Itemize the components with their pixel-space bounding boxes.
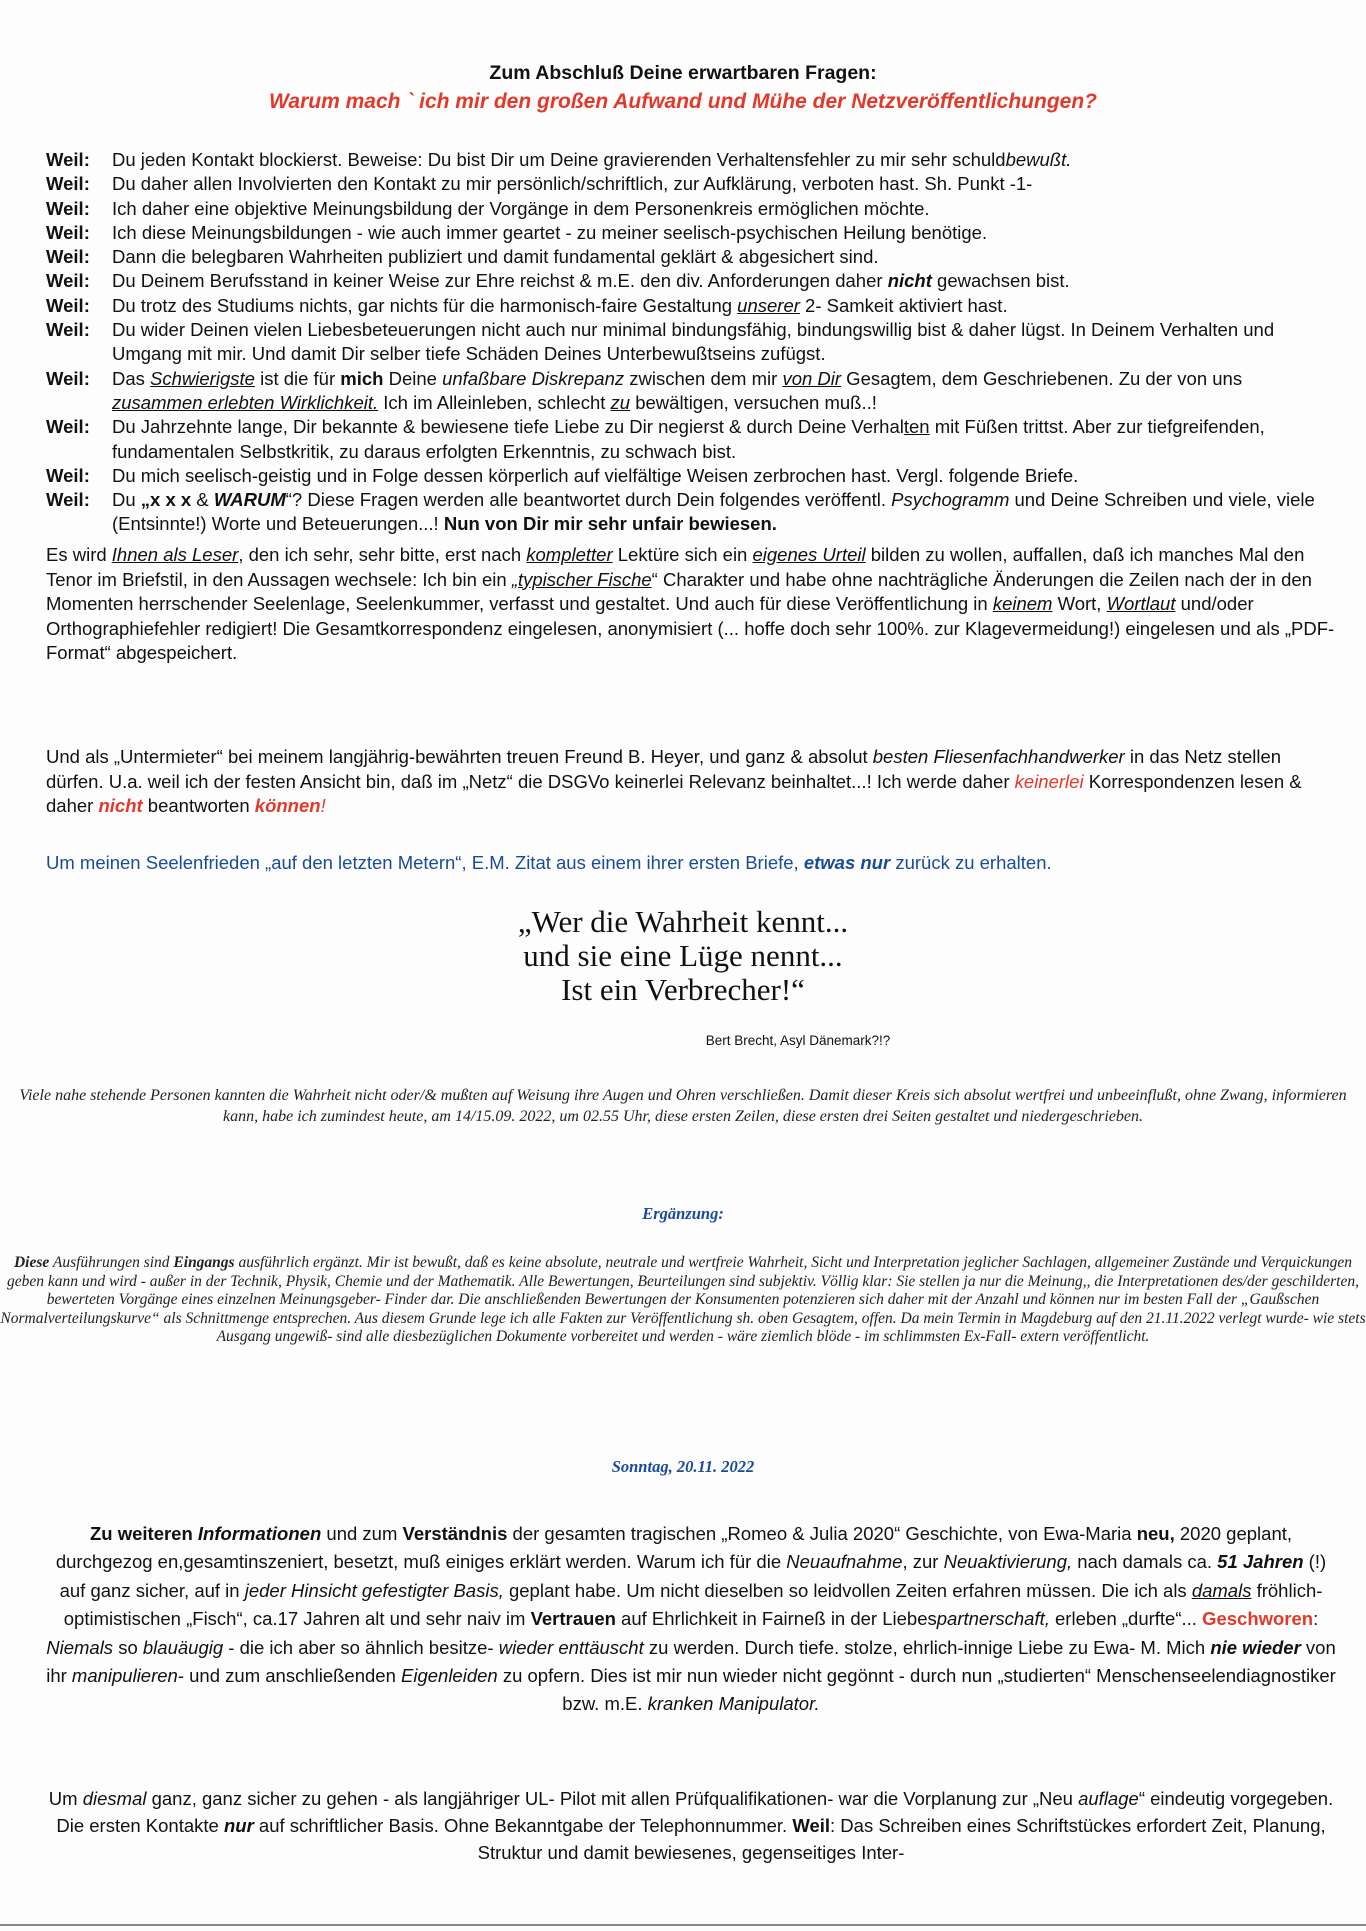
page-subtitle: Warum mach ` ich mir den großen Aufwand und Mühe der Netzveröffentlichungen? (268, 90, 1097, 113)
reason-item (46, 148, 1336, 172)
reason-item (46, 318, 1336, 367)
reason-item (46, 415, 1336, 464)
reason-item (46, 197, 1336, 221)
reason-label: Weil: (46, 416, 90, 438)
reasons-list (46, 148, 1336, 537)
reason-item (46, 221, 1336, 245)
reason-item (46, 464, 1336, 488)
quote-line: „Wer die Wahrheit kennt... (517, 904, 849, 939)
quote-line: und sie eine Lüge nennt... (523, 938, 843, 973)
reason-text: Du Jahrzehnte lange, Dir bekannte & bewiesene tiefe Liebe zu Dir negierst & durch Deine Verhalten mit Füßen trittst. Aber zur tiefgreifenden, fundamentalen Selbstkritik, zu daraus erfolgten Erkenntnis, zu schwach bist. (112, 416, 1265, 462)
reason-label: Weil: (46, 319, 90, 341)
reason-label: Weil: (46, 294, 90, 316)
persons-paragraph: Viele nahe stehende Personen kannten die Wahrheit nicht oder/& mußten auf Weisung ihre Augen und Ohren verschließen. Damit dieser Kreis sich absolut wertfrei und unbeeinflußt, ohne Zwang, informieren kann, habe ich zumindest heute, am 14/15.09. 2022, um 02.55 Uhr, diese ersten Zeilen, diese ersten drei Seiten gestaltet und niedergeschrieben. (19, 1087, 1347, 1125)
reason-text: Du mich seelisch-geistig und in Folge dessen körperlich auf vielfältige Weisen zerbrochen hast. Vergl. folgende Briefe. (112, 464, 1079, 486)
reason-item (46, 172, 1336, 196)
reason-item (46, 294, 1336, 318)
page-bottom-rule (0, 1924, 1366, 1926)
reason-item (46, 488, 1336, 537)
supplement-heading: Ergänzung: (642, 1204, 724, 1223)
reason-text: Du trotz des Studiums nichts, gar nichts für die harmonisch-faire Gestaltung unserer 2- Samkeit aktiviert hast. (112, 294, 1008, 316)
page-title: Zum Abschluß Deine erwartbaren Fragen: (489, 62, 877, 84)
reason-item (46, 367, 1336, 416)
reason-item (46, 269, 1336, 293)
quote-source: Bert Brecht, Asyl Dänemark?!? (705, 1033, 891, 1048)
reason-label: Weil: (46, 246, 90, 268)
reason-text: Ich diese Meinungsbildungen - wie auch immer geartet - zu meiner seelisch-psychischen Heilung benötige. (112, 221, 988, 243)
supplement-paragraph: Diese Ausführungen sind Eingangs ausführlich ergänzt. Mir ist bewußt, daß es keine absolute, neutrale und wertfreie Wahrheit, Sicht und Interpretation jeglicher Sachlagen, allgemeiner Zustände und Verquickungen geben kann und wird - außer in der Technik, Physik, Chemie und der Mathematik. Alle Bewertungen, Beurteilungen sind subjektiv. Völlig klar: Sie stellen ja nur die Meinung,, die Interpretationen des/der geschilderten, bewerteten Vorgänge eines einzelnen Meinungsgeber- Finder dar. Die anschließenden Bewertungen der Konsumenten potenzieren sich daher mit der Anzahl und können nur im besten Fall der „Gaußschen Normalverteilungskurve“ als Schnittmenge entsprechen. Aus diesem Grunde lege ich alle Fakten zur Veröffentlichung sh. oben Gesagtem, offen. Da mein Termin in Magdeburg auf den 21.11.2022 verlegt wurde- wie stets Ausgang ungewiß- sind alle diesbezüglichen Dokumente vorbereitet und werden - wäre ziemlich blöde - im schlimmsten Ex-Fall- extern veröffentlicht. (0, 1254, 1366, 1346)
reason-label: Weil: (46, 367, 90, 389)
reason-text: Du jeden Kontakt blockierst. Beweise: Du bist Dir um Deine gravierenden Verhaltensfehler zu mir sehr schuldbewußt. (112, 149, 1072, 170)
information-paragraph: Zu weiteren Informationen und zum Verständnis der gesamten tragischen „Romeo & Julia 2020“ Geschichte, von Ewa-Maria neu, 2020 geplant, durchgezog en,gesamtinszeniert, besetzt, muß einiges erklärt werden. Warum ich für die Neuaufnahme, zur Neuaktivierung, nach damals ca. 51 Jahren (!) auf ganz sicher, auf in jeder Hinsicht gefestigter Basis, geplant habe. Um nicht dieselben so leidvollen Zeiten erfahren müssen. Die ich als damals fröhlich-optimistischen „Fisch“, ca.17 Jahren alt und sehr naiv im Vertrauen auf Ehrlichkeit in Fairneß in der Liebespartnerschaft, erleben „durfte“... Geschworen: Niemals so blauäugig - die ich aber so ähnlich besitze- wieder enttäuscht zu werden. Durch tiefe. stolze, ehrlich-innige Liebe zu Ewa- M. Mich nie wieder von ihr manipulieren- und zum anschließenden Eigenleiden zu opfern. Dies ist mir nun wieder nicht gegönnt - durch nun „studierten“ Menschenseelendiagnostiker bzw. m.E. kranken Manipulator. (46, 1523, 1336, 1715)
reason-label: Weil: (46, 489, 90, 511)
reason-label: Weil: (46, 464, 90, 486)
reason-text: Ich daher eine objektive Meinungsbildung der Vorgänge in dem Personenkreis ermöglichen möchte. (112, 197, 930, 219)
reason-label: Weil: (46, 197, 90, 219)
reason-label: Weil: (46, 173, 90, 195)
reader-paragraph: Es wird Ihnen als Leser, den ich sehr, sehr bitte, erst nach kompletter Lektüre sich ein eigenes Urteil bilden zu wollen, auffallen, daß ich manches Mal den Tenor im Briefstil, in den Aussagen wechsele: Ich bin ein „typischer Fische“ Charakter und habe ohne nachträgliche Änderungen die Zeilen nach der in den Momenten herrschender Seelenlage, Seelenkummer, verfasst und gestaltet. Und auch für diese Veröffentlichung in keinem Wort, Wortlaut und/oder Orthographiefehler redigiert! Die Gesamtkorrespondenz eingelesen, anonymisiert (... hoffe doch sehr 100%. zur Klagevermeidung!) eingelesen und als „PDF-Format“ abgespeichert. (46, 544, 1335, 663)
reason-text: Du daher allen Involvierten den Kontakt zu mir persönlich/schriftlich, zur Aufklärung, verboten hast. Sh. Punkt -1- (112, 173, 1033, 195)
brecht-quote (0, 905, 1366, 1007)
date-line: Sonntag, 20.11. 2022 (611, 1457, 755, 1476)
reason-text: Du wider Deinen vielen Liebesbeteuerungen nicht auch nur minimal bindungsfähig, bindungswillig bist & daher lügst. In Deinem Verhalten und Umgang mit mir. Und damit Dir selber tiefe Schäden Deines Unterbewußtseins zufügst. (112, 319, 1275, 365)
reason-text: Dann die belegbaren Wahrheiten publiziert und damit fundamental geklärt & abgesichert sind. (112, 246, 879, 268)
reason-label: Weil: (46, 221, 90, 243)
reason-text: Du „x x x & WARUM“? Diese Fragen werden alle beantwortet durch Dein folgendes veröffentl. Psychogramm und Deine Schreiben und viele, viele (Entsinnte!) Worte und Beteuerungen...! Nun von Dir mir sehr unfair bewiesen. (112, 489, 1315, 535)
reason-label: Weil: (46, 270, 90, 292)
peace-of-mind-line: Um meinen Seelenfrieden „auf den letzten Metern“, E.M. Zitat aus einem ihrer ersten Briefe, etwas nur zurück zu erhalten. (46, 852, 1052, 873)
reason-text: Du Deinem Berufsstand in keiner Weise zur Ehre reichst & m.E. den div. Anforderungen daher nicht gewachsen bist. (112, 270, 1070, 292)
reason-text: Das Schwierigste ist die für mich Deine unfaßbare Diskrepanz zwischen dem mir von Dir Gesagtem, dem Geschriebenen. Zu der von uns zusammen erlebten Wirklichkeit. Ich im Alleinleben, schlecht zu bewältigen, versuchen muß..! (112, 367, 1243, 413)
tenant-paragraph: Und als „Untermieter“ bei meinem langjährig-bewährten treuen Freund B. Heyer, und ganz & absolut besten Fliesenfachhandwerker in das Netz stellen dürfen. U.a. weil ich der festen Ansicht bin, daß im „Netz“ die DSGVo keinerlei Relevanz beinhaltet...! Ich werde daher keinerlei Korrespondenzen lesen & daher nicht beantworten können! (46, 746, 1302, 816)
new-edition-paragraph: Um diesmal ganz, ganz sicher zu gehen - als langjähriger UL- Pilot mit allen Prüfqualifikationen- war die Vorplanung zur „Neu auflage“ eindeutig vorgegeben. Die ersten Kontakte nur auf schriftlicher Basis. Ohne Bekanntgabe der Telephonnummer. Weil: Das Schreiben eines Schriftstückes erfordert Zeit, Planung, Struktur und damit bewiesenes, gegenseitiges Inter- (48, 1788, 1334, 1863)
quote-line: Ist ein Verbrecher!“ (561, 972, 805, 1007)
reason-label: Weil: (46, 149, 90, 170)
reason-item (46, 245, 1336, 269)
